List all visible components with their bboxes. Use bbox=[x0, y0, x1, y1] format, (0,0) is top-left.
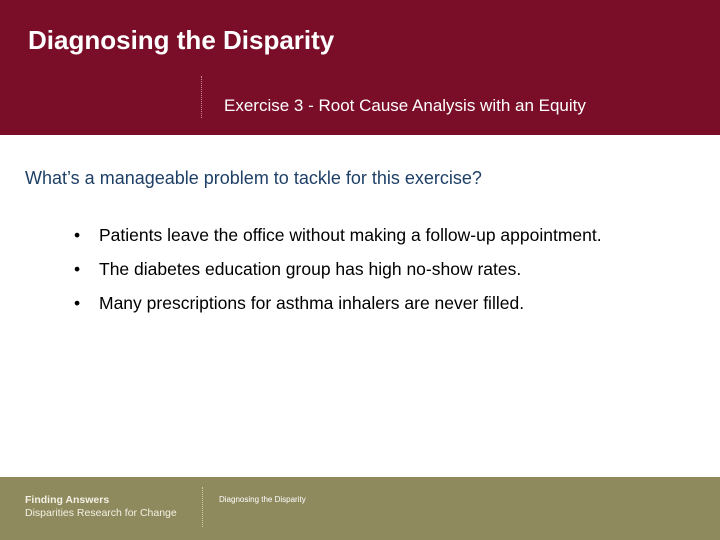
bullet-item bbox=[74, 224, 634, 247]
bullet-list bbox=[74, 224, 634, 326]
bullet-item bbox=[74, 292, 634, 315]
bullet-text: Patients leave the office without making a follow-up appointment. bbox=[99, 225, 602, 245]
bullet-text: Many prescriptions for asthma inhalers are never filled. bbox=[99, 293, 525, 313]
bullet-text: The diabetes education group has high no-show rates. bbox=[99, 259, 522, 279]
bullet-dot-icon: • bbox=[74, 225, 81, 245]
header-divider bbox=[201, 76, 202, 118]
footer-brand-tagline: Disparities Research for Change bbox=[25, 507, 177, 519]
bullet-dot-icon: • bbox=[74, 293, 81, 313]
header-banner bbox=[0, 0, 720, 135]
bullet-dot-icon: • bbox=[74, 259, 81, 279]
footer-brand bbox=[25, 494, 177, 520]
footer-divider bbox=[202, 487, 203, 527]
footer-brand-name: Finding Answers bbox=[25, 494, 110, 506]
slide-title: Diagnosing the Disparity bbox=[28, 25, 335, 55]
footer-text: Diagnosing the Disparity bbox=[219, 495, 306, 504]
question-text: What’s a manageable problem to tackle for this exercise? bbox=[25, 168, 482, 188]
bullet-item bbox=[74, 258, 634, 281]
slide-subtitle: Exercise 3 - Root Cause Analysis with an Equity bbox=[224, 96, 586, 115]
footer-bar bbox=[0, 477, 720, 540]
